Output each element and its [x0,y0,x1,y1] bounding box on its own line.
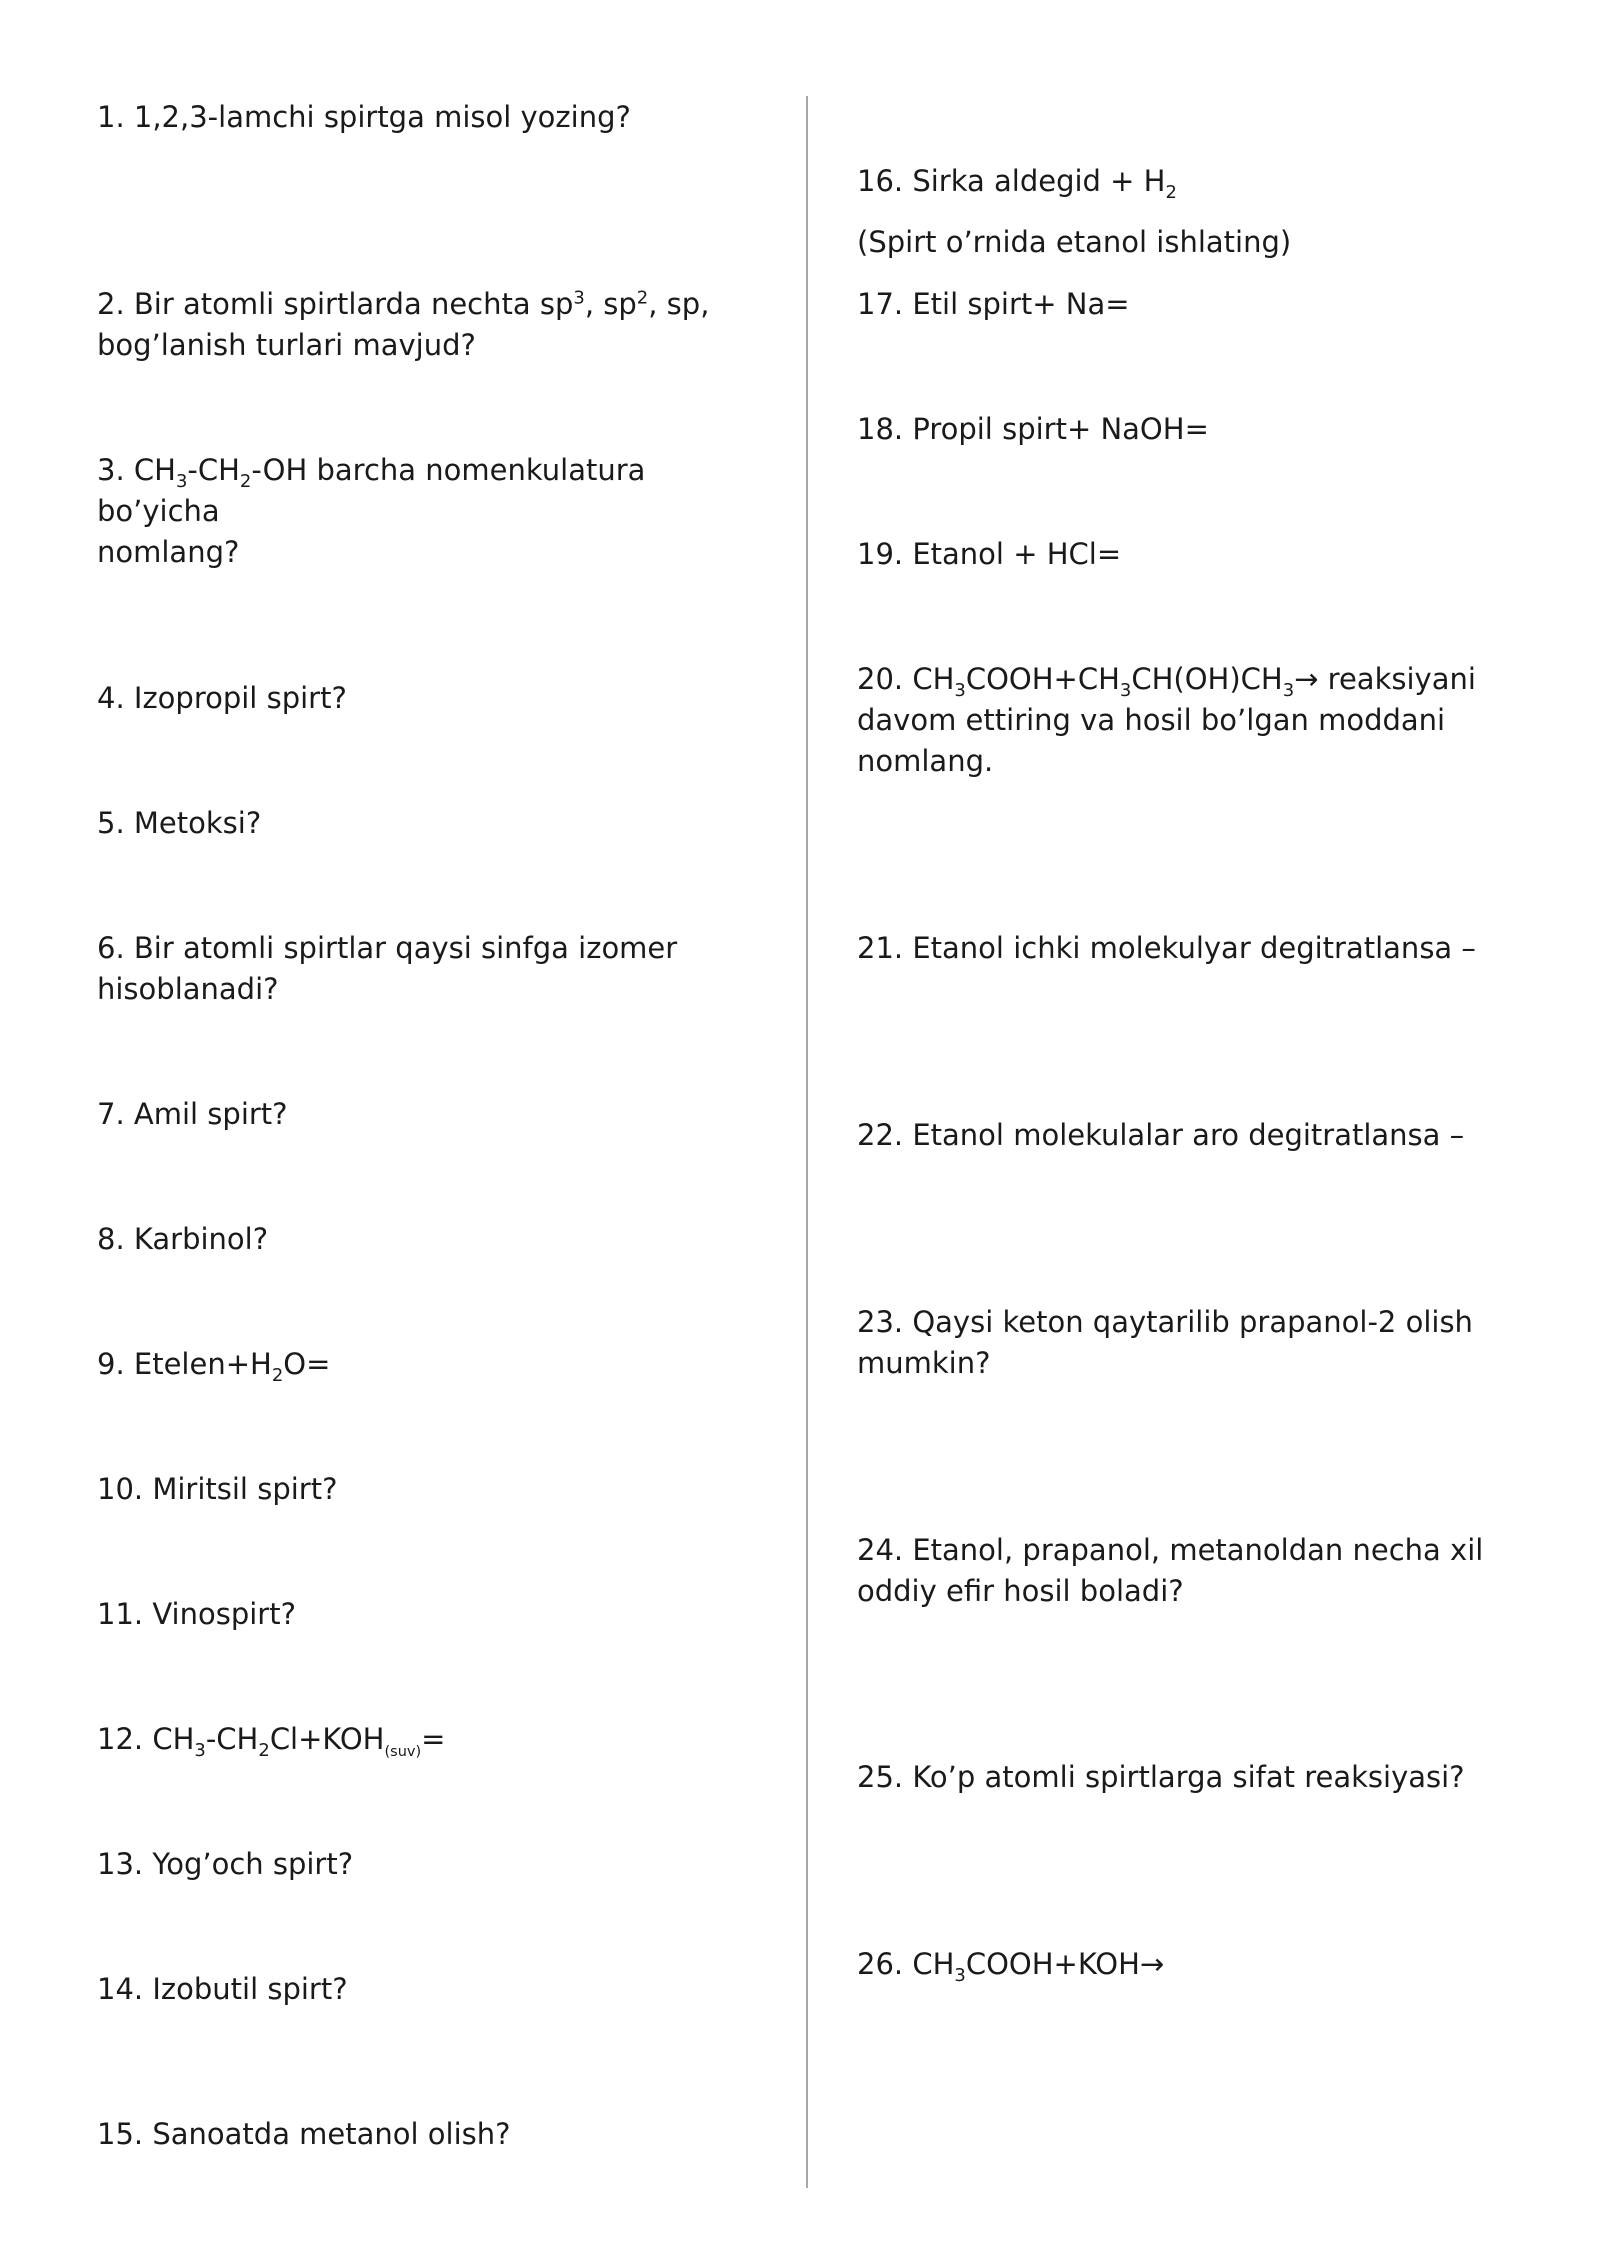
question-5: 5. Metoksi? [97,806,262,840]
question-15: 15. Sanoatda metanol olish? [97,2117,511,2151]
question-3: 3. $CH_3-CH_2-OH$ barcha nomenkulatura bo’yicha nomlang? [97,453,646,569]
question-14: 14. Izobutil spirt? [97,1972,348,2006]
question-1: 1. 1,2,3-lamchi spirtga misol yozing? [97,100,631,134]
question-2: 2. Bir atomli spirtlarda nechta $sp^3$, $sp^2$, sp, bog’lanish turlari mavjud? [97,287,710,362]
question-10: 10. Miritsil spirt? [97,1472,338,1506]
question-23: 23. Qaysi keton qaytarilib prapanol-2 olish mumkin? [857,1305,1473,1380]
question-13: 13. Yog’och spirt? [97,1847,354,1881]
question-11: 11. Vinospirt? [97,1597,296,1631]
question-22: 22. Etanol molekulalar aro degitratlansa – [857,1118,1465,1152]
question-25: 25. Ko’p atomli spirtlarga sifat reaksiyasi? [857,1760,1465,1794]
question-6: 6. Bir atomli spirtlar qaysi sinfga izomer hisoblanadi? [97,931,678,1006]
question-7: 7. Amil spirt? [97,1097,288,1131]
question-21: 21. Etanol ichki molekulyar degitratlansa – [857,931,1476,965]
question-16: 16. Sirka aldegid + $H_2$ [857,164,1177,203]
question-17: 17. Etil spirt+ Na= [857,287,1130,321]
question-9: 9. $Etelen+H_2O=$ [97,1347,331,1386]
question-26: 26. $CH_3COOH+KOH\to$ [857,1947,1165,1986]
question-4: 4. Izopropil spirt? [97,681,347,715]
question-12: 12. $CH_3-CH_2Cl+KOH_{(suv)}=$ [97,1722,446,1761]
question-18: 18. Propil spirt+ NaOH= [857,412,1209,446]
question-24: 24. Etanol, prapanol, metanoldan necha xil oddiy efir hosil boladi? [857,1533,1484,1608]
question-16-note: (Spirt o’rnida etanol ishlating) [857,225,1292,259]
question-8: 8. Karbinol? [97,1222,269,1256]
question-19: 19. Etanol + HCl= [857,537,1122,571]
column-divider [806,96,808,2188]
question-20: 20. $CH_3COOH+CH_3CH(OH)CH_3\to$ reaksiyani davom ettiring va hosil bo’lgan moddani nomlang. [857,662,1476,778]
